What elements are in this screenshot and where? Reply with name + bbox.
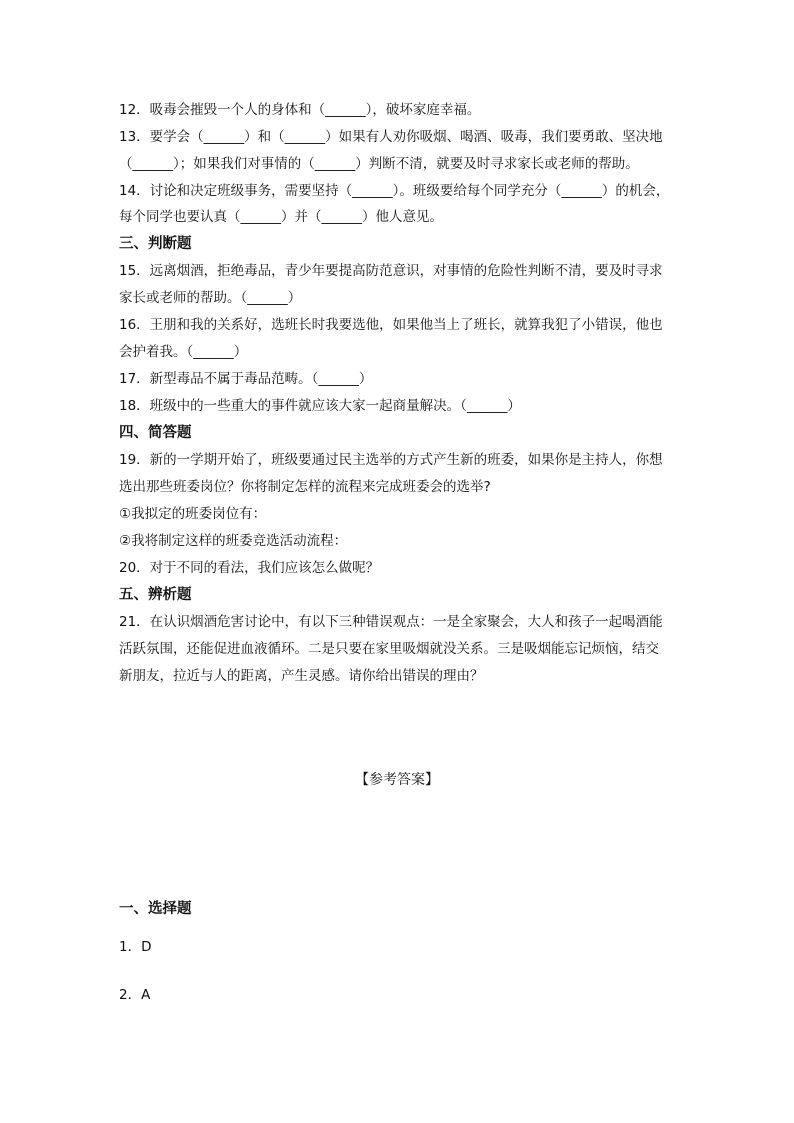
answer-1: 1．D	[119, 939, 152, 955]
question-12: 12．吸毒会摧毁一个人的身体和（______），破坏家庭幸福。	[119, 102, 481, 118]
question-21-line-1: 21．在认识烟酒危害讨论中，有以下三种错误观点：一是全家聚会，大人和孩子一起喝酒能	[119, 614, 663, 630]
question-18: 18．班级中的一些重大的事件就应该大家一起商量解决。（______）	[119, 398, 521, 414]
question-16-line-2: 会护着我。（______）	[119, 344, 248, 360]
question-19-item-2: ②我将制定这样的班委竞选活动流程：	[119, 533, 348, 549]
question-15-line-2: 家长或老师的帮助。（______）	[119, 290, 302, 306]
question-14-line-1: 14．讨论和决定班级事务，需要坚持（______）。班级要给每个同学充分（______）的机会，	[119, 183, 670, 199]
answer-2: 2．A	[119, 987, 151, 1003]
section-heading-judgement: 三、判断题	[119, 236, 192, 252]
question-19-line-1: 19．新的一学期开始了，班级要通过民主选举的方式产生新的班委，如果你是主持人，你想	[119, 452, 663, 468]
question-13-line-2: （______）；如果我们对事情的（______）判断不清，就要及时寻求家长或老师的帮助。	[119, 156, 639, 172]
answers-title: 【参考答案】	[355, 772, 439, 788]
question-21-line-2: 活跃氛围，还能促进血液循环。二是只要在家里吸烟就没关系。三是吸烟能忘记烦恼，结交	[119, 641, 659, 657]
question-20: 20．对于不同的看法，我们应该怎么做呢？	[119, 560, 380, 576]
question-15-line-1: 15．远离烟酒，拒绝毒品，青少年要提高防范意识，对事情的危险性判断不清，要及时寻求	[119, 263, 663, 279]
question-16-line-1: 16．王朋和我的关系好，选班长时我要选他，如果他当上了班长，就算我犯了小错误，他也	[119, 317, 663, 333]
question-19-line-2: 选出那些班委岗位？你将制定怎样的流程来完成班委会的选举?	[119, 479, 491, 495]
answers-section-heading-choice: 一、选择题	[119, 901, 192, 917]
question-14-line-2: 每个同学也要认真（______）并（______）他人意见。	[119, 209, 443, 225]
question-19-item-1: ①我拟定的班委岗位有：	[119, 506, 267, 522]
question-17: 17．新型毒品不属于毒品范畴。（______）	[119, 371, 373, 387]
section-heading-analysis: 五、辨析题	[119, 587, 192, 603]
question-21-line-3: 新朋友，拉近与人的距离，产生灵感。请你给出错误的理由？	[119, 668, 484, 684]
question-13-line-1: 13．要学会（______）和（______）如果有人劝你吸烟、喝酒、吸毒，我们要勇敢、坚决地	[119, 129, 663, 145]
section-heading-short-answer: 四、简答题	[119, 425, 192, 441]
